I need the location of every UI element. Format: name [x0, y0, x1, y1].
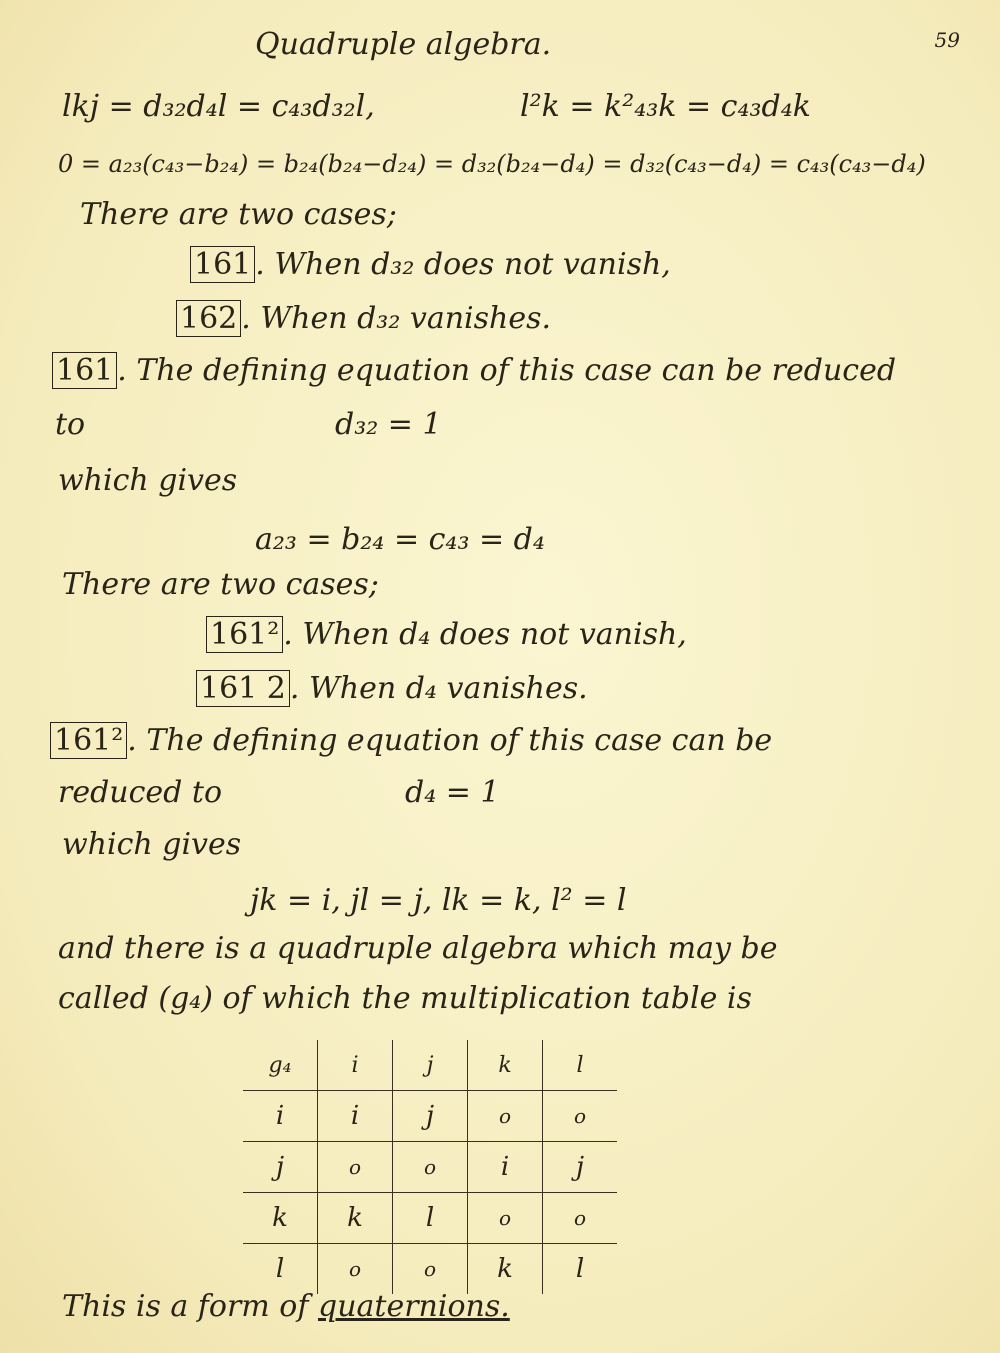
equation-d32: d₃₂ = 1 — [335, 407, 442, 442]
table-cell: j — [543, 1142, 618, 1193]
equation-lkj: lkj = d₃₂d₄l = c₄₃d₃₂l, — [62, 89, 375, 124]
equation-l2k: l²k = k²₄₃k = c₄₃d₄k — [520, 89, 811, 124]
table-cell: o — [393, 1142, 468, 1193]
equation-abcd: a₂₃ = b₂₄ = c₄₃ = d₄ — [255, 522, 545, 557]
paragraph-161-to: to — [55, 407, 86, 442]
table-cell: k — [318, 1193, 393, 1244]
table-cell: o — [318, 1142, 393, 1193]
case-162-line — [176, 301, 552, 336]
table-cell: l — [393, 1193, 468, 1244]
table-header-row — [243, 1040, 617, 1091]
cases-heading-1: There are two cases; — [80, 197, 397, 232]
equation-products: jk = i, jl = j, lk = k, l² = l — [250, 883, 627, 918]
multiplication-table — [243, 1040, 617, 1294]
table-row-label: i — [243, 1091, 318, 1142]
table-row — [243, 1244, 617, 1295]
which-gives-2: which gives — [62, 827, 242, 862]
reduced-to: reduced to — [58, 775, 223, 810]
paragraph-line-2: called (g₄) of which the multiplication table is — [58, 981, 752, 1016]
table-cell: o — [543, 1091, 618, 1142]
table-header-cell: k — [468, 1040, 543, 1091]
table-header-cell: g₄ — [243, 1040, 318, 1091]
case-162-text: . When d₃₂ vanishes. — [241, 301, 552, 336]
table-cell: o — [393, 1244, 468, 1295]
paragraph-1612-text: . The defining equation of this case can be — [127, 723, 773, 758]
paragraph-161-label: 161 — [52, 352, 117, 389]
paragraph-1612 — [50, 723, 773, 758]
table-row — [243, 1193, 617, 1244]
paragraph-161 — [52, 353, 897, 388]
case-16122-line — [196, 671, 588, 706]
table-cell: o — [468, 1091, 543, 1142]
page-title: Quadruple algebra. — [255, 27, 552, 62]
paragraph-line-1: and there is a quadruple algebra which may be — [58, 931, 778, 966]
table-header-cell: l — [543, 1040, 618, 1091]
case-1612-line — [206, 617, 687, 652]
which-gives-1: which gives — [58, 463, 238, 498]
case-1612-text: . When d₄ does not vanish, — [283, 617, 687, 652]
closing-line — [62, 1289, 510, 1324]
table-row-label: k — [243, 1193, 318, 1244]
equation-d4: d₄ = 1 — [405, 775, 500, 810]
closing-word-quaternions: quaternions. — [318, 1289, 510, 1324]
table-cell: i — [468, 1142, 543, 1193]
table-cell: k — [468, 1244, 543, 1295]
table-cell: i — [318, 1091, 393, 1142]
table-cell: o — [543, 1193, 618, 1244]
table-header-cell: i — [318, 1040, 393, 1091]
case-161-text: . When d₃₂ does not vanish, — [255, 247, 671, 282]
case-161-line — [190, 247, 671, 282]
table-header-cell: j — [393, 1040, 468, 1091]
table-row-label: j — [243, 1142, 318, 1193]
table-row — [243, 1091, 617, 1142]
table-row-label: l — [243, 1244, 318, 1295]
case-16122-text: . When d₄ vanishes. — [289, 671, 588, 706]
table-cell: o — [468, 1193, 543, 1244]
case-16122-label: 161 2 — [196, 670, 290, 707]
cases-heading-2: There are two cases; — [62, 567, 379, 602]
closing-text: This is a form of — [62, 1289, 318, 1324]
case-1612-label: 161² — [206, 616, 283, 653]
table-row — [243, 1142, 617, 1193]
case-162-label: 162 — [176, 300, 241, 337]
table-cell: l — [575, 1254, 585, 1284]
equation-zero: 0 = a₂₃(c₄₃−b₂₄) = b₂₄(b₂₄−d₂₄) = d₃₂(b₂₄−d₄) = d₃₂(c₄₃−d₄) = c₄₃(c₄₃−d₄) — [58, 150, 926, 178]
paragraph-161-text: . The defining equation of this case can be reduced — [117, 353, 897, 388]
case-161-label: 161 — [190, 246, 255, 283]
paragraph-1612-label: 161² — [50, 722, 127, 759]
page-number: 59 — [934, 28, 960, 52]
table-cell: j — [393, 1091, 468, 1142]
table-cell: o — [318, 1244, 393, 1295]
